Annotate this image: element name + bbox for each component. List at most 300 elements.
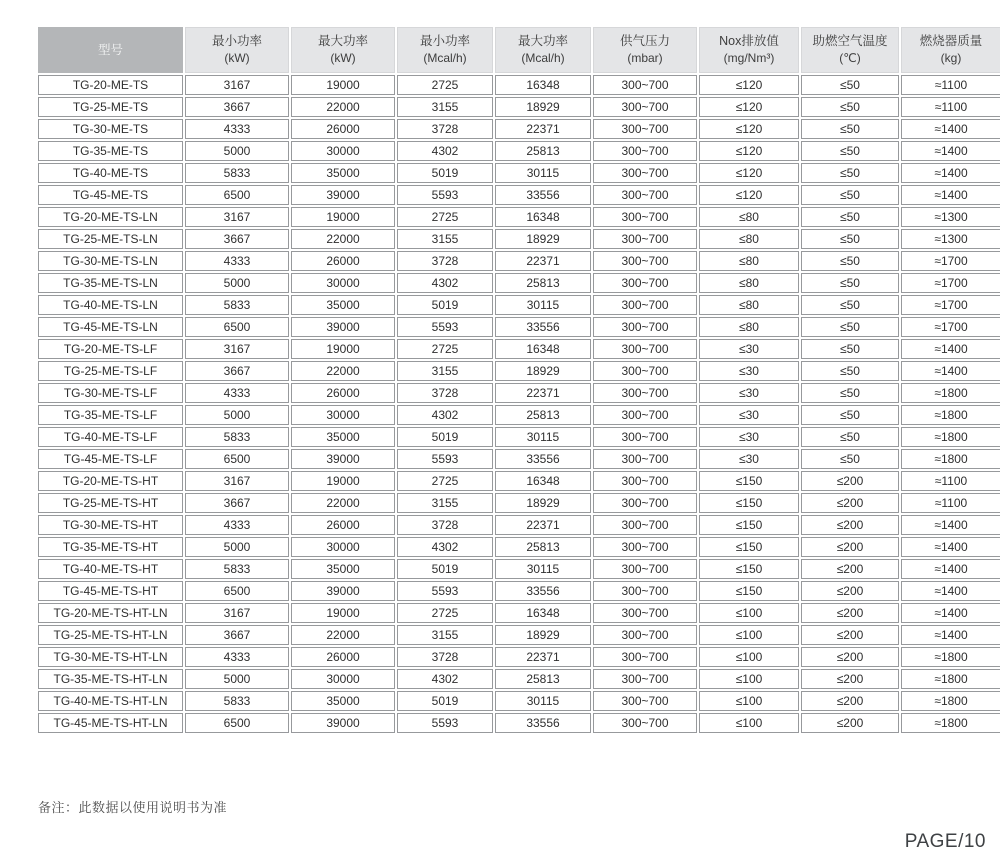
value-cell: 3667	[185, 361, 289, 381]
value-cell: 19000	[291, 207, 395, 227]
value-cell: ≤200	[801, 515, 899, 535]
model-cell: TG-25-ME-TS-HT-LN	[38, 625, 183, 645]
table-row	[38, 427, 1000, 447]
value-cell: 35000	[291, 559, 395, 579]
table-row	[38, 75, 1000, 95]
column-header-title: Nox排放值	[719, 34, 779, 49]
value-cell: 19000	[291, 339, 395, 359]
value-cell: ≈1400	[901, 185, 1000, 205]
value-cell: 3667	[185, 97, 289, 117]
value-cell: ≤50	[801, 317, 899, 337]
model-cell: TG-25-ME-TS	[38, 97, 183, 117]
model-cell: TG-30-ME-TS-HT-LN	[38, 647, 183, 667]
column-header	[593, 27, 697, 73]
model-cell: TG-30-ME-TS-LN	[38, 251, 183, 271]
model-cell: TG-40-ME-TS-HT-LN	[38, 691, 183, 711]
value-cell: 5019	[397, 691, 493, 711]
value-cell: 300~700	[593, 207, 697, 227]
value-cell: ≤50	[801, 141, 899, 161]
burner-spec-table	[36, 25, 1000, 735]
value-cell: 5833	[185, 295, 289, 315]
table-row	[38, 97, 1000, 117]
column-header	[185, 27, 289, 73]
value-cell: 6500	[185, 581, 289, 601]
value-cell: 18929	[495, 625, 591, 645]
column-header-title: 助燃空气温度	[812, 34, 888, 49]
value-cell: 26000	[291, 515, 395, 535]
value-cell: ≈1800	[901, 669, 1000, 689]
value-cell: 3667	[185, 625, 289, 645]
value-cell: 22371	[495, 251, 591, 271]
value-cell: 300~700	[593, 471, 697, 491]
value-cell: ≤150	[699, 515, 799, 535]
value-cell: 16348	[495, 207, 591, 227]
value-cell: 30000	[291, 141, 395, 161]
value-cell: ≤80	[699, 251, 799, 271]
value-cell: ≤200	[801, 713, 899, 733]
value-cell: ≈1700	[901, 317, 1000, 337]
value-cell: ≤50	[801, 185, 899, 205]
value-cell: ≤100	[699, 647, 799, 667]
value-cell: ≤80	[699, 273, 799, 293]
value-cell: ≤50	[801, 119, 899, 139]
column-header-unit: (Mcal/h)	[521, 51, 565, 66]
value-cell: ≤200	[801, 581, 899, 601]
table-row	[38, 317, 1000, 337]
model-cell: TG-45-ME-TS	[38, 185, 183, 205]
value-cell: 4302	[397, 273, 493, 293]
value-cell: ≤100	[699, 625, 799, 645]
value-cell: ≈1700	[901, 273, 1000, 293]
value-cell: ≤30	[699, 383, 799, 403]
table-row	[38, 295, 1000, 315]
value-cell: 3155	[397, 97, 493, 117]
value-cell: 300~700	[593, 185, 697, 205]
value-cell: ≤100	[699, 713, 799, 733]
model-cell: TG-45-ME-TS-HT-LN	[38, 713, 183, 733]
value-cell: 25813	[495, 273, 591, 293]
value-cell: 6500	[185, 185, 289, 205]
value-cell: 39000	[291, 449, 395, 469]
value-cell: 300~700	[593, 251, 697, 271]
value-cell: 300~700	[593, 603, 697, 623]
value-cell: 3167	[185, 207, 289, 227]
model-cell: TG-30-ME-TS	[38, 119, 183, 139]
value-cell: 3155	[397, 229, 493, 249]
value-cell: 39000	[291, 317, 395, 337]
value-cell: ≤150	[699, 559, 799, 579]
column-header-title: 最大功率	[517, 34, 568, 49]
value-cell: 26000	[291, 251, 395, 271]
value-cell: ≤50	[801, 97, 899, 117]
value-cell: 30115	[495, 559, 591, 579]
value-cell: 39000	[291, 581, 395, 601]
value-cell: ≤120	[699, 141, 799, 161]
value-cell: 26000	[291, 119, 395, 139]
value-cell: ≤30	[699, 427, 799, 447]
value-cell: ≈1400	[901, 119, 1000, 139]
column-header-title: 最大功率	[317, 34, 368, 49]
value-cell: 4302	[397, 669, 493, 689]
model-cell: TG-20-ME-TS-HT-LN	[38, 603, 183, 623]
value-cell: 5019	[397, 427, 493, 447]
value-cell: 300~700	[593, 713, 697, 733]
value-cell: 300~700	[593, 647, 697, 667]
table-header-row	[38, 27, 1000, 73]
value-cell: 3728	[397, 251, 493, 271]
table-row	[38, 647, 1000, 667]
value-cell: ≤150	[699, 537, 799, 557]
value-cell: 300~700	[593, 427, 697, 447]
table-row	[38, 251, 1000, 271]
column-header-unit: (℃)	[839, 51, 861, 66]
value-cell: 4302	[397, 405, 493, 425]
value-cell: 5593	[397, 185, 493, 205]
model-cell: TG-30-ME-TS-HT	[38, 515, 183, 535]
model-cell: TG-20-ME-TS-LN	[38, 207, 183, 227]
value-cell: 5833	[185, 163, 289, 183]
value-cell: 3667	[185, 229, 289, 249]
value-cell: 22000	[291, 361, 395, 381]
value-cell: 25813	[495, 669, 591, 689]
value-cell: 300~700	[593, 537, 697, 557]
value-cell: ≤30	[699, 339, 799, 359]
column-header	[291, 27, 395, 73]
value-cell: 4333	[185, 251, 289, 271]
value-cell: 39000	[291, 185, 395, 205]
value-cell: 3155	[397, 625, 493, 645]
column-header	[397, 27, 493, 73]
value-cell: 3167	[185, 471, 289, 491]
value-cell: 25813	[495, 141, 591, 161]
table-row	[38, 339, 1000, 359]
value-cell: ≈1300	[901, 207, 1000, 227]
model-cell: TG-25-ME-TS-HT	[38, 493, 183, 513]
value-cell: 22371	[495, 515, 591, 535]
value-cell: ≤200	[801, 691, 899, 711]
value-cell: 3155	[397, 493, 493, 513]
value-cell: 300~700	[593, 273, 697, 293]
value-cell: ≤200	[801, 669, 899, 689]
value-cell: ≤50	[801, 273, 899, 293]
value-cell: ≤100	[699, 691, 799, 711]
value-cell: 5000	[185, 405, 289, 425]
table-row	[38, 361, 1000, 381]
value-cell: ≈1800	[901, 691, 1000, 711]
table-row	[38, 229, 1000, 249]
model-cell: TG-40-ME-TS	[38, 163, 183, 183]
value-cell: 300~700	[593, 493, 697, 513]
model-cell: TG-35-ME-TS-HT	[38, 537, 183, 557]
table-row	[38, 625, 1000, 645]
value-cell: ≈1100	[901, 471, 1000, 491]
value-cell: 5000	[185, 273, 289, 293]
value-cell: 3728	[397, 383, 493, 403]
value-cell: ≤200	[801, 603, 899, 623]
value-cell: ≤80	[699, 229, 799, 249]
value-cell: 22371	[495, 647, 591, 667]
value-cell: 16348	[495, 603, 591, 623]
value-cell: ≤30	[699, 449, 799, 469]
value-cell: 35000	[291, 295, 395, 315]
value-cell: 33556	[495, 317, 591, 337]
value-cell: 300~700	[593, 141, 697, 161]
value-cell: 300~700	[593, 669, 697, 689]
column-header-unit: (mbar)	[627, 51, 663, 66]
value-cell: ≈1400	[901, 581, 1000, 601]
value-cell: 2725	[397, 603, 493, 623]
value-cell: ≈1400	[901, 163, 1000, 183]
value-cell: 300~700	[593, 75, 697, 95]
value-cell: 3167	[185, 75, 289, 95]
value-cell: ≤50	[801, 229, 899, 249]
value-cell: 6500	[185, 713, 289, 733]
value-cell: 30000	[291, 669, 395, 689]
value-cell: 5593	[397, 581, 493, 601]
value-cell: ≤50	[801, 361, 899, 381]
value-cell: 25813	[495, 405, 591, 425]
value-cell: 5833	[185, 691, 289, 711]
value-cell: ≈1400	[901, 603, 1000, 623]
footnote: 备注：此数据以使用说明书为准	[38, 800, 228, 815]
value-cell: 18929	[495, 97, 591, 117]
table-row	[38, 493, 1000, 513]
table-row	[38, 581, 1000, 601]
value-cell: ≤100	[699, 603, 799, 623]
value-cell: 30115	[495, 691, 591, 711]
value-cell: ≤50	[801, 295, 899, 315]
value-cell: 300~700	[593, 317, 697, 337]
value-cell: 3667	[185, 493, 289, 513]
column-header	[901, 27, 1000, 73]
table-row	[38, 471, 1000, 491]
value-cell: 18929	[495, 229, 591, 249]
model-cell: TG-45-ME-TS-HT	[38, 581, 183, 601]
value-cell: ≤50	[801, 251, 899, 271]
value-cell: 18929	[495, 493, 591, 513]
value-cell: ≈1400	[901, 141, 1000, 161]
value-cell: ≤50	[801, 339, 899, 359]
column-header	[699, 27, 799, 73]
value-cell: 300~700	[593, 339, 697, 359]
value-cell: 300~700	[593, 581, 697, 601]
value-cell: 19000	[291, 603, 395, 623]
value-cell: 16348	[495, 75, 591, 95]
value-cell: 3728	[397, 119, 493, 139]
column-header-unit: (Mcal/h)	[423, 51, 467, 66]
value-cell: 5000	[185, 141, 289, 161]
table-row	[38, 119, 1000, 139]
column-header-title: 燃烧器质量	[919, 34, 983, 49]
table-row	[38, 141, 1000, 161]
model-cell: TG-45-ME-TS-LF	[38, 449, 183, 469]
page-number: PAGE/10	[904, 831, 986, 852]
value-cell: 3728	[397, 647, 493, 667]
value-cell: 22371	[495, 119, 591, 139]
value-cell: ≈1700	[901, 295, 1000, 315]
value-cell: 2725	[397, 339, 493, 359]
model-cell: TG-35-ME-TS	[38, 141, 183, 161]
model-cell: TG-30-ME-TS-LF	[38, 383, 183, 403]
value-cell: ≤50	[801, 449, 899, 469]
value-cell: 5593	[397, 449, 493, 469]
column-header-unit: (kW)	[224, 51, 250, 66]
value-cell: ≤50	[801, 207, 899, 227]
table-row	[38, 669, 1000, 689]
value-cell: ≈1400	[901, 361, 1000, 381]
value-cell: 4333	[185, 383, 289, 403]
value-cell: 26000	[291, 383, 395, 403]
value-cell: ≈1800	[901, 383, 1000, 403]
value-cell: ≤150	[699, 581, 799, 601]
model-cell: TG-20-ME-TS-LF	[38, 339, 183, 359]
value-cell: ≈1100	[901, 75, 1000, 95]
table-row	[38, 405, 1000, 425]
value-cell: ≤150	[699, 493, 799, 513]
value-cell: 300~700	[593, 515, 697, 535]
value-cell: ≤80	[699, 317, 799, 337]
value-cell: 22000	[291, 625, 395, 645]
value-cell: 300~700	[593, 119, 697, 139]
value-cell: 30115	[495, 295, 591, 315]
value-cell: 2725	[397, 75, 493, 95]
value-cell: ≤200	[801, 493, 899, 513]
model-cell: TG-40-ME-TS-LN	[38, 295, 183, 315]
value-cell: 33556	[495, 713, 591, 733]
value-cell: 4302	[397, 141, 493, 161]
value-cell: 30000	[291, 537, 395, 557]
value-cell: ≤200	[801, 537, 899, 557]
value-cell: 300~700	[593, 625, 697, 645]
value-cell: ≈1800	[901, 427, 1000, 447]
value-cell: ≈1400	[901, 559, 1000, 579]
value-cell: ≤80	[699, 295, 799, 315]
value-cell: 300~700	[593, 559, 697, 579]
value-cell: 5833	[185, 427, 289, 447]
value-cell: ≈1400	[901, 537, 1000, 557]
value-cell: 4302	[397, 537, 493, 557]
table-row	[38, 163, 1000, 183]
value-cell: ≈1800	[901, 405, 1000, 425]
value-cell: ≈1700	[901, 251, 1000, 271]
value-cell: 16348	[495, 471, 591, 491]
value-cell: 18929	[495, 361, 591, 381]
model-column-header	[38, 27, 183, 73]
value-cell: ≈1100	[901, 493, 1000, 513]
value-cell: ≈1300	[901, 229, 1000, 249]
model-cell: TG-20-ME-TS	[38, 75, 183, 95]
value-cell: 4333	[185, 647, 289, 667]
value-cell: ≈1800	[901, 449, 1000, 469]
value-cell: 19000	[291, 471, 395, 491]
value-cell: 30000	[291, 273, 395, 293]
value-cell: 5019	[397, 163, 493, 183]
value-cell: 5019	[397, 559, 493, 579]
model-cell: TG-40-ME-TS-HT	[38, 559, 183, 579]
value-cell: 39000	[291, 713, 395, 733]
column-header-unit: (kg)	[940, 51, 962, 66]
table-row	[38, 273, 1000, 293]
value-cell: ≤100	[699, 669, 799, 689]
value-cell: ≤50	[801, 75, 899, 95]
value-cell: ≤30	[699, 405, 799, 425]
value-cell: 300~700	[593, 405, 697, 425]
value-cell: 5593	[397, 317, 493, 337]
table-row	[38, 383, 1000, 403]
value-cell: 6500	[185, 449, 289, 469]
table-row	[38, 603, 1000, 623]
value-cell: ≤120	[699, 163, 799, 183]
value-cell: 300~700	[593, 449, 697, 469]
value-cell: ≤200	[801, 647, 899, 667]
model-cell: TG-25-ME-TS-LF	[38, 361, 183, 381]
table-row	[38, 559, 1000, 579]
table-row	[38, 691, 1000, 711]
value-cell: 33556	[495, 581, 591, 601]
model-cell: TG-35-ME-TS-HT-LN	[38, 669, 183, 689]
value-cell: 6500	[185, 317, 289, 337]
column-header-title: 最小功率	[211, 34, 262, 49]
column-header-title: 型号	[97, 42, 123, 57]
value-cell: 35000	[291, 163, 395, 183]
value-cell: 300~700	[593, 229, 697, 249]
value-cell: ≤200	[801, 559, 899, 579]
value-cell: ≤80	[699, 207, 799, 227]
column-header-unit: (mg/Nm³)	[723, 51, 775, 66]
value-cell: ≤30	[699, 361, 799, 381]
value-cell: ≤120	[699, 119, 799, 139]
value-cell: 3728	[397, 515, 493, 535]
value-cell: 300~700	[593, 383, 697, 403]
value-cell: 22371	[495, 383, 591, 403]
value-cell: 5833	[185, 559, 289, 579]
value-cell: 33556	[495, 185, 591, 205]
model-cell: TG-35-ME-TS-LF	[38, 405, 183, 425]
value-cell: 3167	[185, 603, 289, 623]
table-row	[38, 713, 1000, 733]
value-cell: ≤150	[699, 471, 799, 491]
value-cell: 22000	[291, 229, 395, 249]
table-row	[38, 207, 1000, 227]
table-row	[38, 449, 1000, 469]
value-cell: 3167	[185, 339, 289, 359]
value-cell: ≤200	[801, 625, 899, 645]
value-cell: ≤200	[801, 471, 899, 491]
value-cell: ≤120	[699, 185, 799, 205]
column-header-unit: (kW)	[330, 51, 356, 66]
value-cell: 2725	[397, 207, 493, 227]
model-cell: TG-25-ME-TS-LN	[38, 229, 183, 249]
value-cell: 35000	[291, 691, 395, 711]
value-cell: 2725	[397, 471, 493, 491]
table-row	[38, 185, 1000, 205]
value-cell: 22000	[291, 97, 395, 117]
column-header	[801, 27, 899, 73]
value-cell: 4333	[185, 119, 289, 139]
model-cell: TG-35-ME-TS-LN	[38, 273, 183, 293]
value-cell: ≈1400	[901, 515, 1000, 535]
value-cell: ≈1400	[901, 625, 1000, 645]
value-cell: 30115	[495, 427, 591, 447]
value-cell: 300~700	[593, 163, 697, 183]
value-cell: 5593	[397, 713, 493, 733]
value-cell: 300~700	[593, 97, 697, 117]
value-cell: ≤50	[801, 405, 899, 425]
value-cell: 5000	[185, 537, 289, 557]
value-cell: ≈1400	[901, 339, 1000, 359]
value-cell: 19000	[291, 75, 395, 95]
value-cell: 25813	[495, 537, 591, 557]
